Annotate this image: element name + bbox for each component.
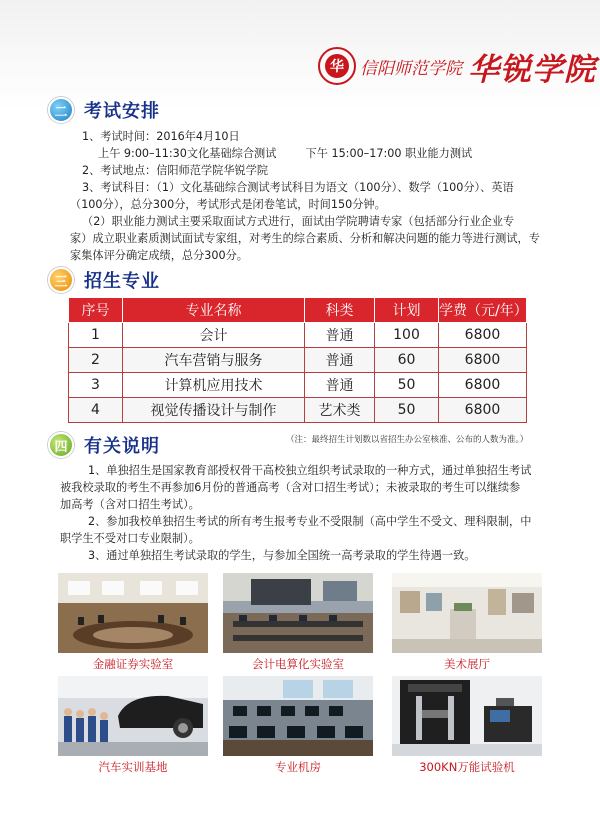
- exam-arrangement-text: [70, 128, 548, 264]
- gallery-photo: [392, 573, 542, 653]
- header-tuition: 学费（元/年）: [439, 298, 527, 323]
- majors-table: [68, 297, 526, 423]
- photo-caption: 会计电算化实验室: [252, 657, 344, 671]
- section-number-badge: 四: [48, 432, 74, 458]
- school-logo: [318, 44, 594, 88]
- exam-ability-line2: 家）成立职业素质测试面试专家组，对考生的综合素质、分析和解决问题的能力等进行测试，专: [70, 232, 540, 245]
- section-notes-heading: [48, 431, 160, 459]
- header-major: 专业名称: [123, 298, 305, 323]
- section-majors-heading: [48, 266, 160, 294]
- section-title: 招生专业: [84, 271, 160, 292]
- table-row: 3 计算机应用技术 普通 50 6800: [69, 373, 527, 398]
- photo-caption: 美术展厅: [444, 657, 490, 671]
- school-name-big: 华锐学院: [468, 51, 596, 88]
- lab-room-photo: [58, 573, 208, 653]
- car-workshop-photo: [58, 676, 208, 756]
- note-1-line1: 1、单独招生是国家教育部授权骨干高校独立组织考试录取的一种方式，通过单独招生考试: [88, 464, 532, 477]
- header-index: 序号: [69, 298, 123, 323]
- exam-place: 2、考试地点：信阳师范学院华锐学院: [82, 164, 269, 177]
- school-name-small: 信阳师范学院: [360, 58, 462, 79]
- exam-afternoon: 下午 15:00–17:00 职业能力测试: [305, 147, 473, 160]
- note-3-line1: 3、通过单独招生考试录取的学生，与参加全国统一高考录取的学生待遇一致。: [88, 549, 476, 562]
- photo-caption: 金融证券实验室: [92, 657, 174, 671]
- note-2-line2: 职学生不受对口专业限制）。: [60, 532, 200, 545]
- seal-icon: 华: [318, 47, 356, 85]
- note-1-line3: 加高考（含对口招生考试）。: [60, 498, 200, 511]
- table-row: 2 汽车营销与服务 普通 60 6800: [69, 348, 527, 373]
- table-note: （注：最终招生计划数以省招生办公室核准、公布的人数为准。）: [286, 435, 529, 445]
- table-row: 4 视觉传播设计与制作 艺术类 50 6800: [69, 398, 527, 423]
- exam-ability-line3: 家集体评分确定成绩，总分300分。: [70, 249, 248, 262]
- section-number-badge: 二: [48, 97, 74, 123]
- header-category: 科类: [305, 298, 375, 323]
- table-header-row: [69, 298, 527, 323]
- photo-caption: 专业机房: [275, 760, 321, 774]
- photo-caption: 300KN万能试验机: [419, 760, 515, 774]
- exam-ability-line1: （2）职业能力测试主要采取面试方式进行，面试由学院聘请专家（包括部分行业企业专: [82, 215, 515, 228]
- exam-morning: 上午 9:00–11:30文化基础综合测试: [98, 147, 277, 160]
- testing-machine-photo: [392, 676, 542, 756]
- section-title: 考试安排: [84, 101, 160, 122]
- exam-time: 1、考试时间：2016年4月10日: [82, 130, 240, 143]
- header-plan: 计划: [375, 298, 439, 323]
- section-exam-heading: [48, 96, 160, 124]
- note-1-line2: 被我校录取的考生不再参加6月份的普通高考（含对口招生考试）；未被录取的考生可以继续参: [60, 481, 521, 494]
- exam-schedule: [70, 145, 548, 162]
- exam-subjects-line1: 3、考试科目：（1）文化基础综合测试考试科目为语文（100分）、数学（100分）、英语: [82, 181, 514, 194]
- section-title: 有关说明: [84, 436, 160, 457]
- section-number-badge: 三: [48, 267, 74, 293]
- exam-subjects-line2: （100分），总分300分，考试形式是闭卷笔试，时间150分钟。: [70, 198, 386, 211]
- table-row: 1 会计 普通 100 6800: [69, 323, 527, 348]
- note-2-line1: 2、参加我校单独招生考试的所有考生报考专业不受限制（高中学生不受文、理科限制，中: [88, 515, 532, 528]
- photo-caption: 汽车实训基地: [98, 760, 168, 774]
- notes-text: [60, 462, 550, 564]
- computer-room-photo: [223, 676, 373, 756]
- classroom-photo: [223, 573, 373, 653]
